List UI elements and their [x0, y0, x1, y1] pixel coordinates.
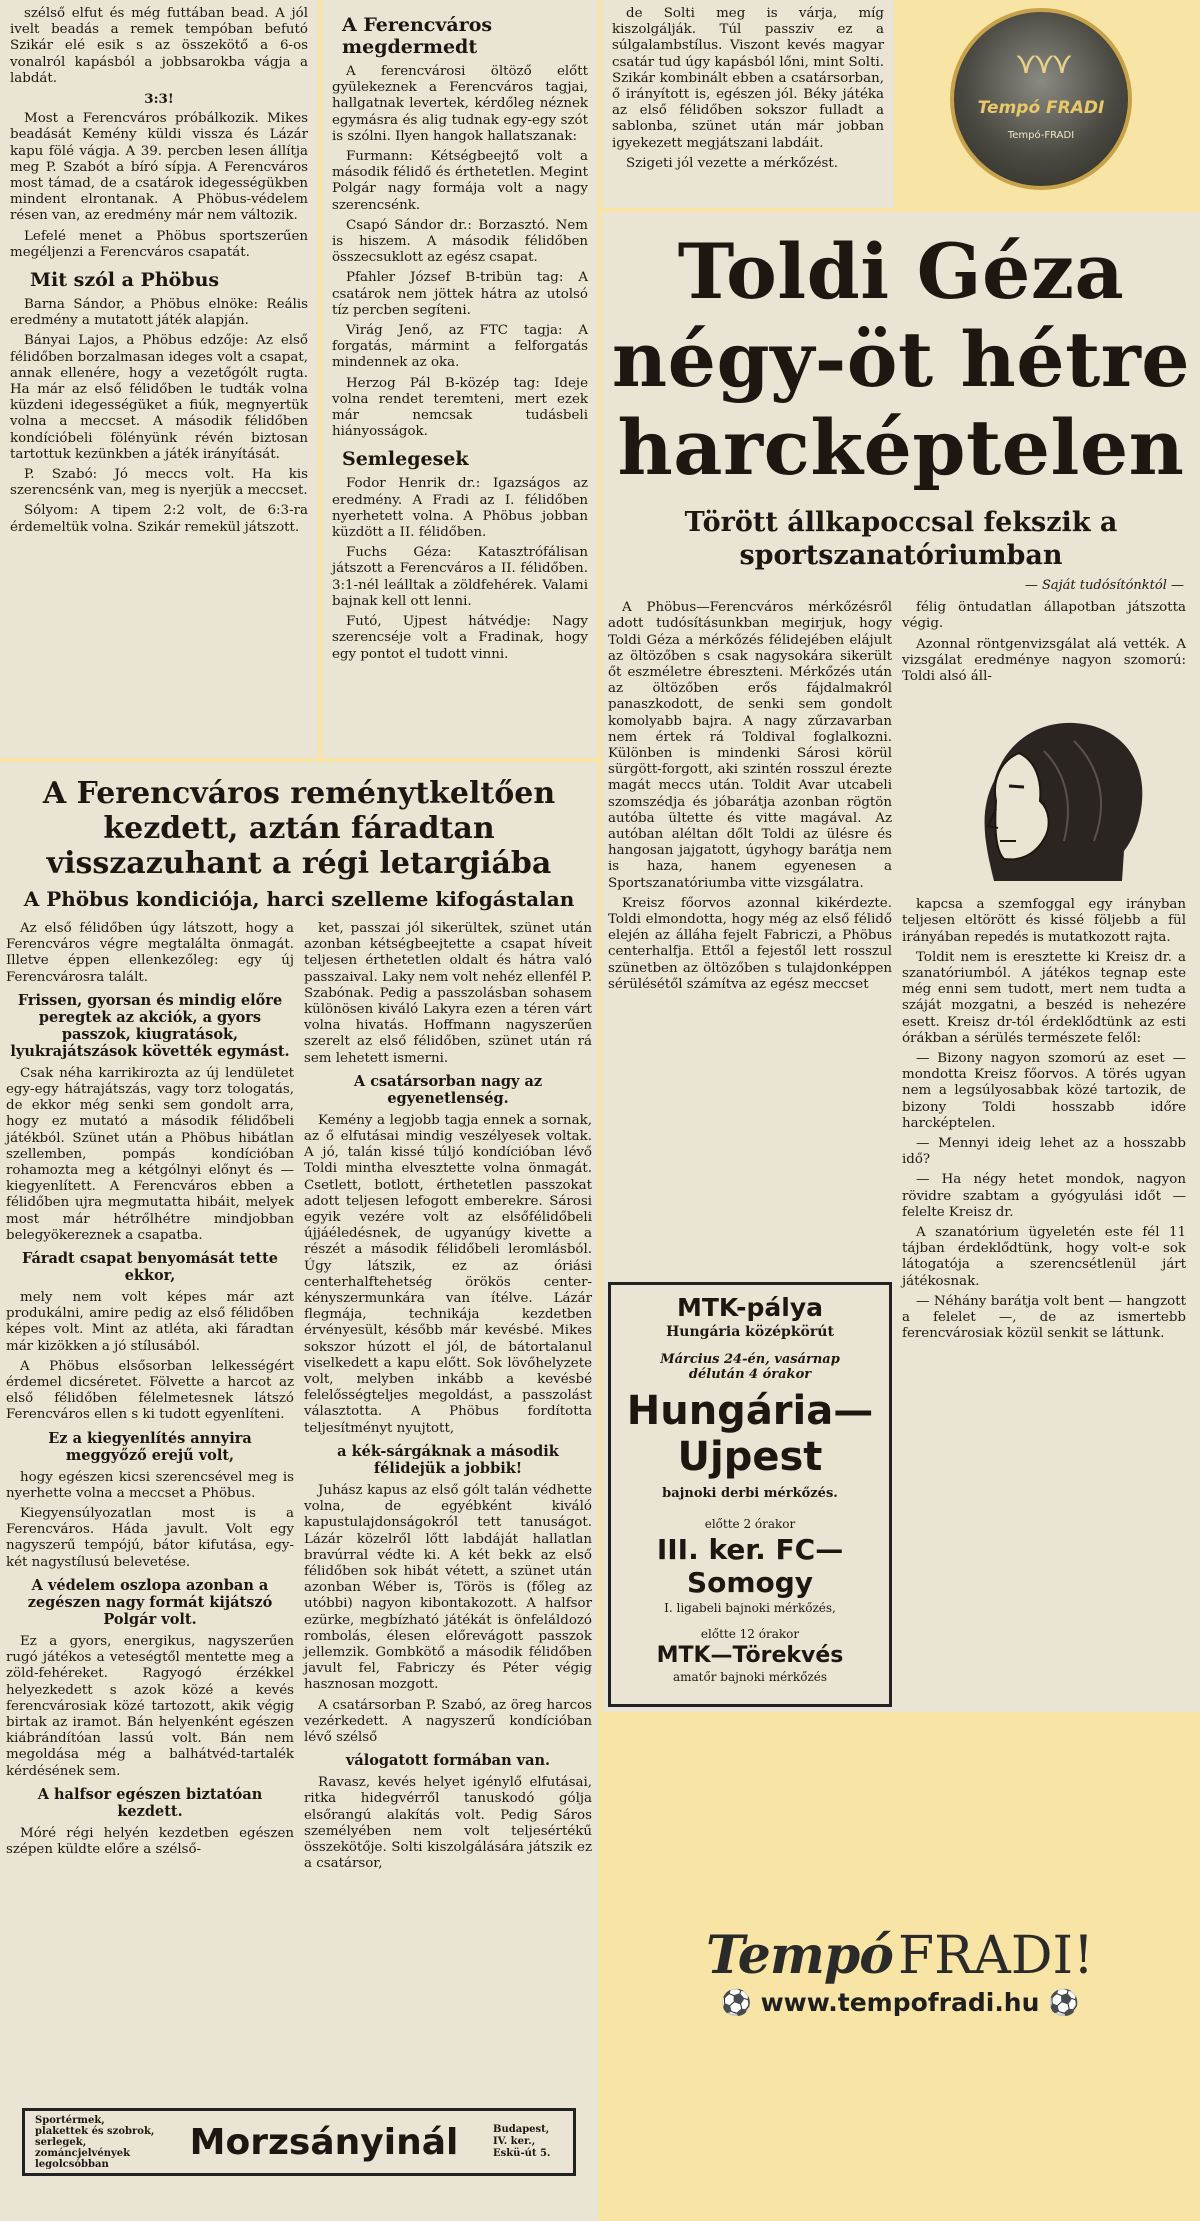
article-paragraph: mely nem volt képes már azt produkálni, amire pedig az első félidőben képes volt. Mint az atléta, aki fáradtan már kizökken a jó stílusából.	[6, 1290, 294, 1354]
article-paragraph: Lefelé menet a Phöbus sportszerűen megéljenzi a Ferencváros csapatát.	[10, 228, 308, 260]
article-paragraph: ket, passzai jól sikerültek, szünet után azonban kétségbeejtette a csapat híveit teljesen érthetetlen oldalt és hátra való passzaival. Laky nem volt nehéz ellenfél P. Szabónak. Pedig a passzolásban sohasem különösen kiváló Lakyra ezen a téren várt volna hivatás. Hoffmann nagyszerűen szerelt az első félidőben, szünet után rá sem lehetett ismerni.	[304, 921, 592, 1066]
toldi-columns	[608, 600, 1194, 1346]
col1-top-clip	[0, 0, 318, 758]
toldi-col-b	[902, 600, 1186, 1346]
article-paragraph: de Solti meg is várja, míg kiszolgálják. Túl passziv ez a súlgalambstílus. Viszont kevés magyar csatár tud úgy kapásból lőni, mint Solti. Szikár kombinált ebben a csatársorban, ő irányított is, egészen jól. Béky játéka az első félidőben sokszor fulladt a sablonba, szünet után már jobban igyekezett megjátszani labdáit.	[612, 6, 884, 151]
soccer-ball-icon: ⚽	[1048, 1988, 1080, 2017]
logo-small-text: Tempó-FRADI	[1007, 130, 1075, 141]
brand-url-text: www.tempofradi.hu	[760, 1988, 1040, 2017]
article-paragraph: Ez a gyors, energikus, nagyszerűen rugó játékos a veteségtől mentette meg a zöld-fehéreket. Ragyogó érzékkel helyezkedett s azok közé a kevés ferencvárosiak közé tartozott, akik végig birtak az iramot. Bán helyenként egészen kiábrándítóan lassú volt. Bán nem megoldása még a balhátvéd-tartalék kérdésének sem.	[6, 1633, 294, 1779]
morzsanyi-name: Morzsányinál	[189, 2121, 459, 2163]
article-paragraph: szélső elfut és még futtában bead. A jól ivelt beadás a remek tempóban befutó Szikár elé esik s az összekötő a 6-os vonalról kapásból a jobbsarokba vágja a labdát.	[10, 6, 308, 86]
article-paragraph: Juhász kapus az első gólt talán védhette volna, de egyébként kiváló kapustulajdonságokról tett tanuságot. Lázár közelről lőtt labdáját hallatlan bravúrral védte ki. A két bekk az első félidőben sok hibát vétett, a szünet után azonban Wéber is, Törös is (főleg az utóbbi) nagyon kibontakozott. A halfsor ezürke, megbízható játékát is önfeláldozó rombolás, élesen előrevágott passzok jellemzik. Gombkötő a második félidőben javult fel, Fabriczy és Péter végig hasznosan mozgott.	[304, 1482, 592, 1693]
morzsanyi-right: Budapest, IV. ker., Eskü-út 5.	[493, 2124, 551, 2159]
opinion-paragraph: Futó, Ujpest hátvédje: Nagy szerencséje volt a Fradinak, hogy egy pontot el tudott vinni.	[332, 614, 588, 662]
section-subheading: Ez a kiegyenlítés annyira meggyőző erejű volt,	[48, 1429, 252, 1464]
article-paragraph: hogy egészen kicsi szerencsével meg is nyerhette volna a meccset a Phöbus.	[6, 1469, 294, 1501]
opinion-paragraph: Herzog Pál B-közép tag: Ideje volna rendet teremteni, mert ezek már nemcsak tudásbeli hiányosságok.	[332, 375, 588, 440]
article-paragraph: 3:3!	[144, 91, 174, 108]
article-paragraph: Kemény a legjobb tagja ennek a sornak, az ő elfutásai mindig veszélyesek voltak. A jó, talán kissé túljó kondícióban lévő Toldi mintha elvesztette volna önmagát. Csetlett, botlott, érthetetlen passzokat adott teljesen lefogott emberekre. Sárosi egyik vezére volt az elsőfélidőbeli újjáéledésnek, de ugyanúgy kivette a részét a második félidőbeli leromlásból. Úgy látszik, ez az óriási centerhalftehetség örökös center-kényszermunkára van ítélve. Lázár flegmája, technikája kezdetben érvényesült, később már kevésbé. Mikes sokszor húzott el jól, de bátortalanul viselkedett a kapu előtt. Sok lövőhelyzete volt, melyben inkább a kevésbé felelősségteljes megoldást, a passzolást választotta. A Phöbus fordította teljesítményt nyujtott,	[304, 1112, 592, 1436]
article-paragraph: Azonnal röntgenvizsgálat alá vették. A vizsgálat eredménye nagyon szomorú: Toldi alsó áll-	[902, 636, 1186, 685]
article-paragraph: A Phöbus—Ferencváros mérkőzésről adott tudósításunkban megirjuk, hogy Toldi Géza a mérkőzés félidejében elájult az öltözőben s csak nagysokára sikerült őt eszméletre ébreszteni. Mérkőzés után az öltözőben erős fájdalmakról panaszkodott, de senki sem gondolt komolyabb bajra. A nagy zűrzavarban nem értek rá Toldival foglalkozni. Különben is mindenki Sárosi körül sürgött-forgott, aki szintén rosszul érezte magát meccs után. Toldit Avar utcabeli szomszédja és jóbarátja azonban rögtön autóba ültette és vitte magával. Az autóban aléltan dőlt Toldi az ülésre és hangosan jajgatott, úgyhogy barátja nem is haza, hanem egyenesen a Sportszanatóriumba vitte vizsgálatra.	[608, 600, 892, 891]
main-headline: A Ferencváros reménytkeltően kezdett, aztán fáradtan visszazuhant a régi letargiába	[42, 776, 556, 881]
article-paragraph: A szanatórium ügyeletén este fél 11 tájban érdeklődtünk, hogy volt-e sok látogatója a szerencsétlenül járt játékosnak.	[902, 1225, 1186, 1289]
logo-text: Tempó FRADI	[977, 98, 1105, 118]
mtk-pre1-match: III. ker. FC—Somogy	[656, 1533, 844, 1599]
opinion-paragraph: Virág Jenő, az FTC tagja: A forgatás, mármint a felforgatás mindennek az oka.	[332, 323, 588, 371]
mtk-main-note: bajnoki derbi mérkőzés.	[662, 1486, 838, 1501]
brand-url	[650, 1988, 1150, 2018]
main-article-clip	[0, 762, 598, 2221]
main-subheadline: A Phöbus kondiciója, harci szelleme kifogástalan	[23, 887, 575, 911]
mtk-pre2-note: amatőr bajnoki mérkőzés	[672, 1670, 827, 1684]
article-paragraph: — Bizony nagyon szomorú az eset — mondotta Kreisz főorvos. A törés ugyan nem a legsúlyosabbak közé tartozik, de bizony Toldi hosszabb időre harcképtelen.	[902, 1051, 1186, 1131]
opinion-paragraph: Bányai Lajos, a Phöbus edzője: Az első félidőben borzalmasan ideges volt a csapat, annak ellenére, hogy a vezetőgólt rugta. Ha már az első félidőben le tudták volna küzdeni idegességüket a fiúk, megnyertük volna a meccset. A második félidőben kondícióbeli fölényünk révén biztosan tartottuk kezünkben a játék irányítását.	[10, 333, 308, 462]
morzsanyi-left: Sportérmek, plakettek és szobrok, serlegek, zománcjelvények legolcsóbban	[35, 2114, 155, 2170]
opinion-paragraph: Barna Sándor, a Phöbus elnöke: Reális eredmény a mutatott játék alapján.	[10, 297, 308, 329]
section-subheading: válogatott formában van.	[345, 1752, 551, 1770]
section-subheading: A halfsor egészen biztatóan kezdett.	[37, 1785, 263, 1820]
article-paragraph: — Ha négy hetet mondok, nagyon rövidre szabtam a gyógyulási időt — felelte Kreisz dr.	[902, 1172, 1186, 1220]
opinion-paragraph: Pfahler József B-tribün tag: A csatárok nem jöttek hátra az utolsó tíz percben segíteni.	[332, 270, 588, 318]
morzsanyi-ad	[22, 2108, 576, 2176]
col3-paragraphs	[612, 6, 884, 172]
semlegesek-heading: Semlegesek	[342, 448, 469, 471]
toldi-col-b-bottom	[902, 897, 1186, 1342]
brand-block	[650, 1925, 1150, 2018]
col2-top-clip	[322, 0, 598, 758]
article-paragraph: Kreisz főorvos azonnal kikérdezte. Toldi elmondotta, hogy még az első félidő elején az álláha fejelt Fabriczi, a Phöbus centerhalfja. Ettől a fejestől lett rosszul szünetben az öltözőben s tulajdonképpen sérülésétől számítva az egész meccset	[608, 895, 892, 992]
mtk-pre2-time: előtte 12 órakor	[700, 1627, 800, 1641]
article-paragraph: Csak néha karrikirozta az új lendületet egy-egy hátrajátszás, vagy torz tologatás, de ekkor még senki sem gondolt arra, hogy ez mutató a második félidőbeli játékból. Szünet után a Phöbus hibátlan szellemben, pompás kondícióban rohamozta meg a kétgólnyi előnyt és — kiegyenlített. A Ferencváros ebben a félidőben ujra megmutatta hibáit, melyek most már hétrőlhétre mindjobban belegyökereznek a csapatba.	[6, 1065, 294, 1243]
toldi-byline: — Saját tudósítónktól —	[1024, 578, 1184, 593]
mtk-subtitle: Hungária középkörút	[666, 1324, 834, 1340]
mtk-ad	[608, 1282, 892, 1707]
semlegesek-opinions	[332, 476, 588, 662]
ferencvaros-opinions	[332, 149, 588, 440]
mtk-pre1-note: I. ligabeli bajnoki mérkőzés,	[664, 1601, 836, 1615]
article-paragraph: A csatársorban P. Szabó, az öreg harcos vezérkedett. A nagyszerű kondícióban lévő szélső	[304, 1697, 592, 1745]
section-subheading: Frissen, gyorsan és mindig előre peregtek az akciók, a gyors passzok, kiugratások, lyukrajátszások követték egymást.	[10, 991, 290, 1060]
section-subheading: a kék-sárgáknak a második félidejük a jobbik!	[337, 1442, 559, 1477]
opinion-paragraph: Fodor Henrik dr.: Igazságos az eredmény. A Fradi az I. félidőben nyerhetett volna. A Phöbus jobban küzdött a II. félidőben.	[332, 476, 588, 541]
mtk-pre1-time: előtte 2 órakor	[704, 1517, 796, 1531]
toldi-headline: Toldi Géza négy-öt hétre harcképtelen	[611, 227, 1191, 492]
col3-top-clip	[602, 0, 894, 208]
mtk-pre2-match: MTK—Törekvés	[656, 1643, 844, 1668]
col1-paragraphs	[10, 6, 308, 261]
mtk-main-match: Hungária—Ujpest	[626, 1388, 874, 1480]
ferencvaros-heading: A Ferencváros megdermedt	[342, 14, 493, 58]
tempo-fradi-logo	[950, 8, 1132, 190]
toldi-subheadline: Törött állkapoccsal fekszik a sportszanatóriumban	[684, 507, 1118, 571]
opinion-paragraph: Csapó Sándor dr.: Borzasztó. Nem is hiszem. A második félidőben összecsuklott az egész csapat.	[332, 217, 588, 266]
article-paragraph: félig öntudatlan állapotban játszotta végig.	[902, 600, 1186, 632]
brand-fradi: FRADI!	[898, 1926, 1094, 1986]
opinion-paragraph: P. Szabó: Jó meccs volt. Ha kis szerencsénk van, meg is nyerjük a meccset.	[10, 467, 308, 499]
opinion-paragraph: Furmann: Kétségbeejtő volt a második félidő és érthetetlen. Megint Polgár nagy formája volt a nagy szerencsénk.	[332, 149, 588, 213]
article-paragraph: A Phöbus elsősorban lelkességért érdemel dicséretet. Fölvette a harcot az első félidőben félelmetesnek látszó Ferencváros ellen s ki tudott egyenlíteni.	[6, 1358, 294, 1423]
article-paragraph: Szigeti jól vezette a mérkőzést.	[626, 155, 839, 171]
main-col-b	[304, 921, 592, 1876]
main-columns	[6, 921, 592, 1876]
toldi-col-b-top	[902, 600, 1186, 685]
article-paragraph: kapcsa a szemfoggal egy irányban teljesen eltörött és kissé följebb a fül irányában repedés is mutatkozott rajta.	[902, 897, 1186, 945]
section-subheading: A csatársorban nagy az egyenetlenség.	[353, 1072, 543, 1107]
section-subheading: A védelem oszlopa azonban a zegészen nagy formát kijátszó Polgár volt.	[27, 1576, 273, 1628]
article-paragraph: Most a Ferencváros próbálkozik. Mikes beadását Kemény küldi vissza és Lázár kapu fölé vágja. A 39. percben lesen állítja meg P. Szabót a bíró sípja. A Ferencváros most támad, de a csatárok idegességükben mindent elrontanak. A Phöbus-védelem résen van, az eredmény már nem változik.	[10, 111, 308, 224]
opinion-paragraph: Sólyom: A tipem 2:2 volt, de 6:3-ra érdemeltük volna. Szikár remekül játszott.	[10, 503, 308, 535]
phobus-opinions	[10, 297, 308, 536]
main-col-a	[6, 921, 294, 1876]
article-paragraph: Ravasz, kevés helyet igénylő elfutásai, ritka hidegvérről tanuskodó gólja elsőrangú alakítás volt. Pedig Sáros személyében nem volt teljesértékű összekötője. Solti kiszolgálására játszik ez a csatársor,	[304, 1775, 592, 1872]
mtk-title: MTK-pálya	[676, 1293, 823, 1322]
article-paragraph: — Néhány barátja volt bent — hangzott a felelet —, de az ismertebb ferencvárosiak közül senkit se láttunk.	[902, 1293, 1186, 1342]
toldi-portrait-drawing	[924, 691, 1164, 891]
article-paragraph: Az első félidőben úgy látszott, hogy a Ferencváros végre megtalálta önmagát. Illetve éppen ellenkezőleg: egy új Ferencvárosra talált.	[6, 921, 294, 985]
article-paragraph: Móré régi helyén kezdetben egészen szépen küldte előre a szélső-	[6, 1825, 294, 1857]
article-paragraph: Kiegyensúlyozatlan most is a Ferencváros. Háda javult. Volt egy nagyszerű tempójú, bátor kifutása, egy-két nagystílusú belevetése.	[6, 1506, 294, 1570]
phobus-heading: Mit szól a Phöbus	[30, 269, 220, 292]
mtk-date: Március 24-én, vasárnap délután 4 órakor	[660, 1352, 840, 1382]
opinion-paragraph: Fuchs Géza: Katasztrófálisan játszott a Ferencváros a II. félidőben. 3:1-nél leálltak a zöldfehérek. Valami bajnak kell ott lenni.	[332, 545, 588, 609]
soccer-ball-icon: ⚽	[720, 1988, 752, 2017]
section-subheading: Fáradt csapat benyomását tette ekkor,	[21, 1250, 279, 1285]
wings-icon: ⋎⋎⋎	[1015, 46, 1069, 81]
article-paragraph: Toldit nem is eresztette ki Kreisz dr. a szanatóriumból. A játékos tegnap este még enni sem tudott, mert nem tudta a száját mozgatni, a beszéd is nehezére esett. Kreisz dr-tól érdeklődtünk az esti órákban a sérülés természete felől:	[902, 949, 1186, 1046]
ferencvaros-intro: A ferencvárosi öltöző előtt gyülekeznek a Ferencváros tagjai, hallgatnak levertek, kérdőleg néznek egymásra és alig tudnak egy-egy szót is szólni. Ilyen hangok hallatszanak:	[332, 64, 588, 144]
toldi-col-a	[608, 600, 892, 1346]
article-paragraph: — Mennyi ideig lehet az a hosszabb idő?	[902, 1136, 1186, 1168]
brand-tempo: Tempó	[706, 1925, 893, 1986]
